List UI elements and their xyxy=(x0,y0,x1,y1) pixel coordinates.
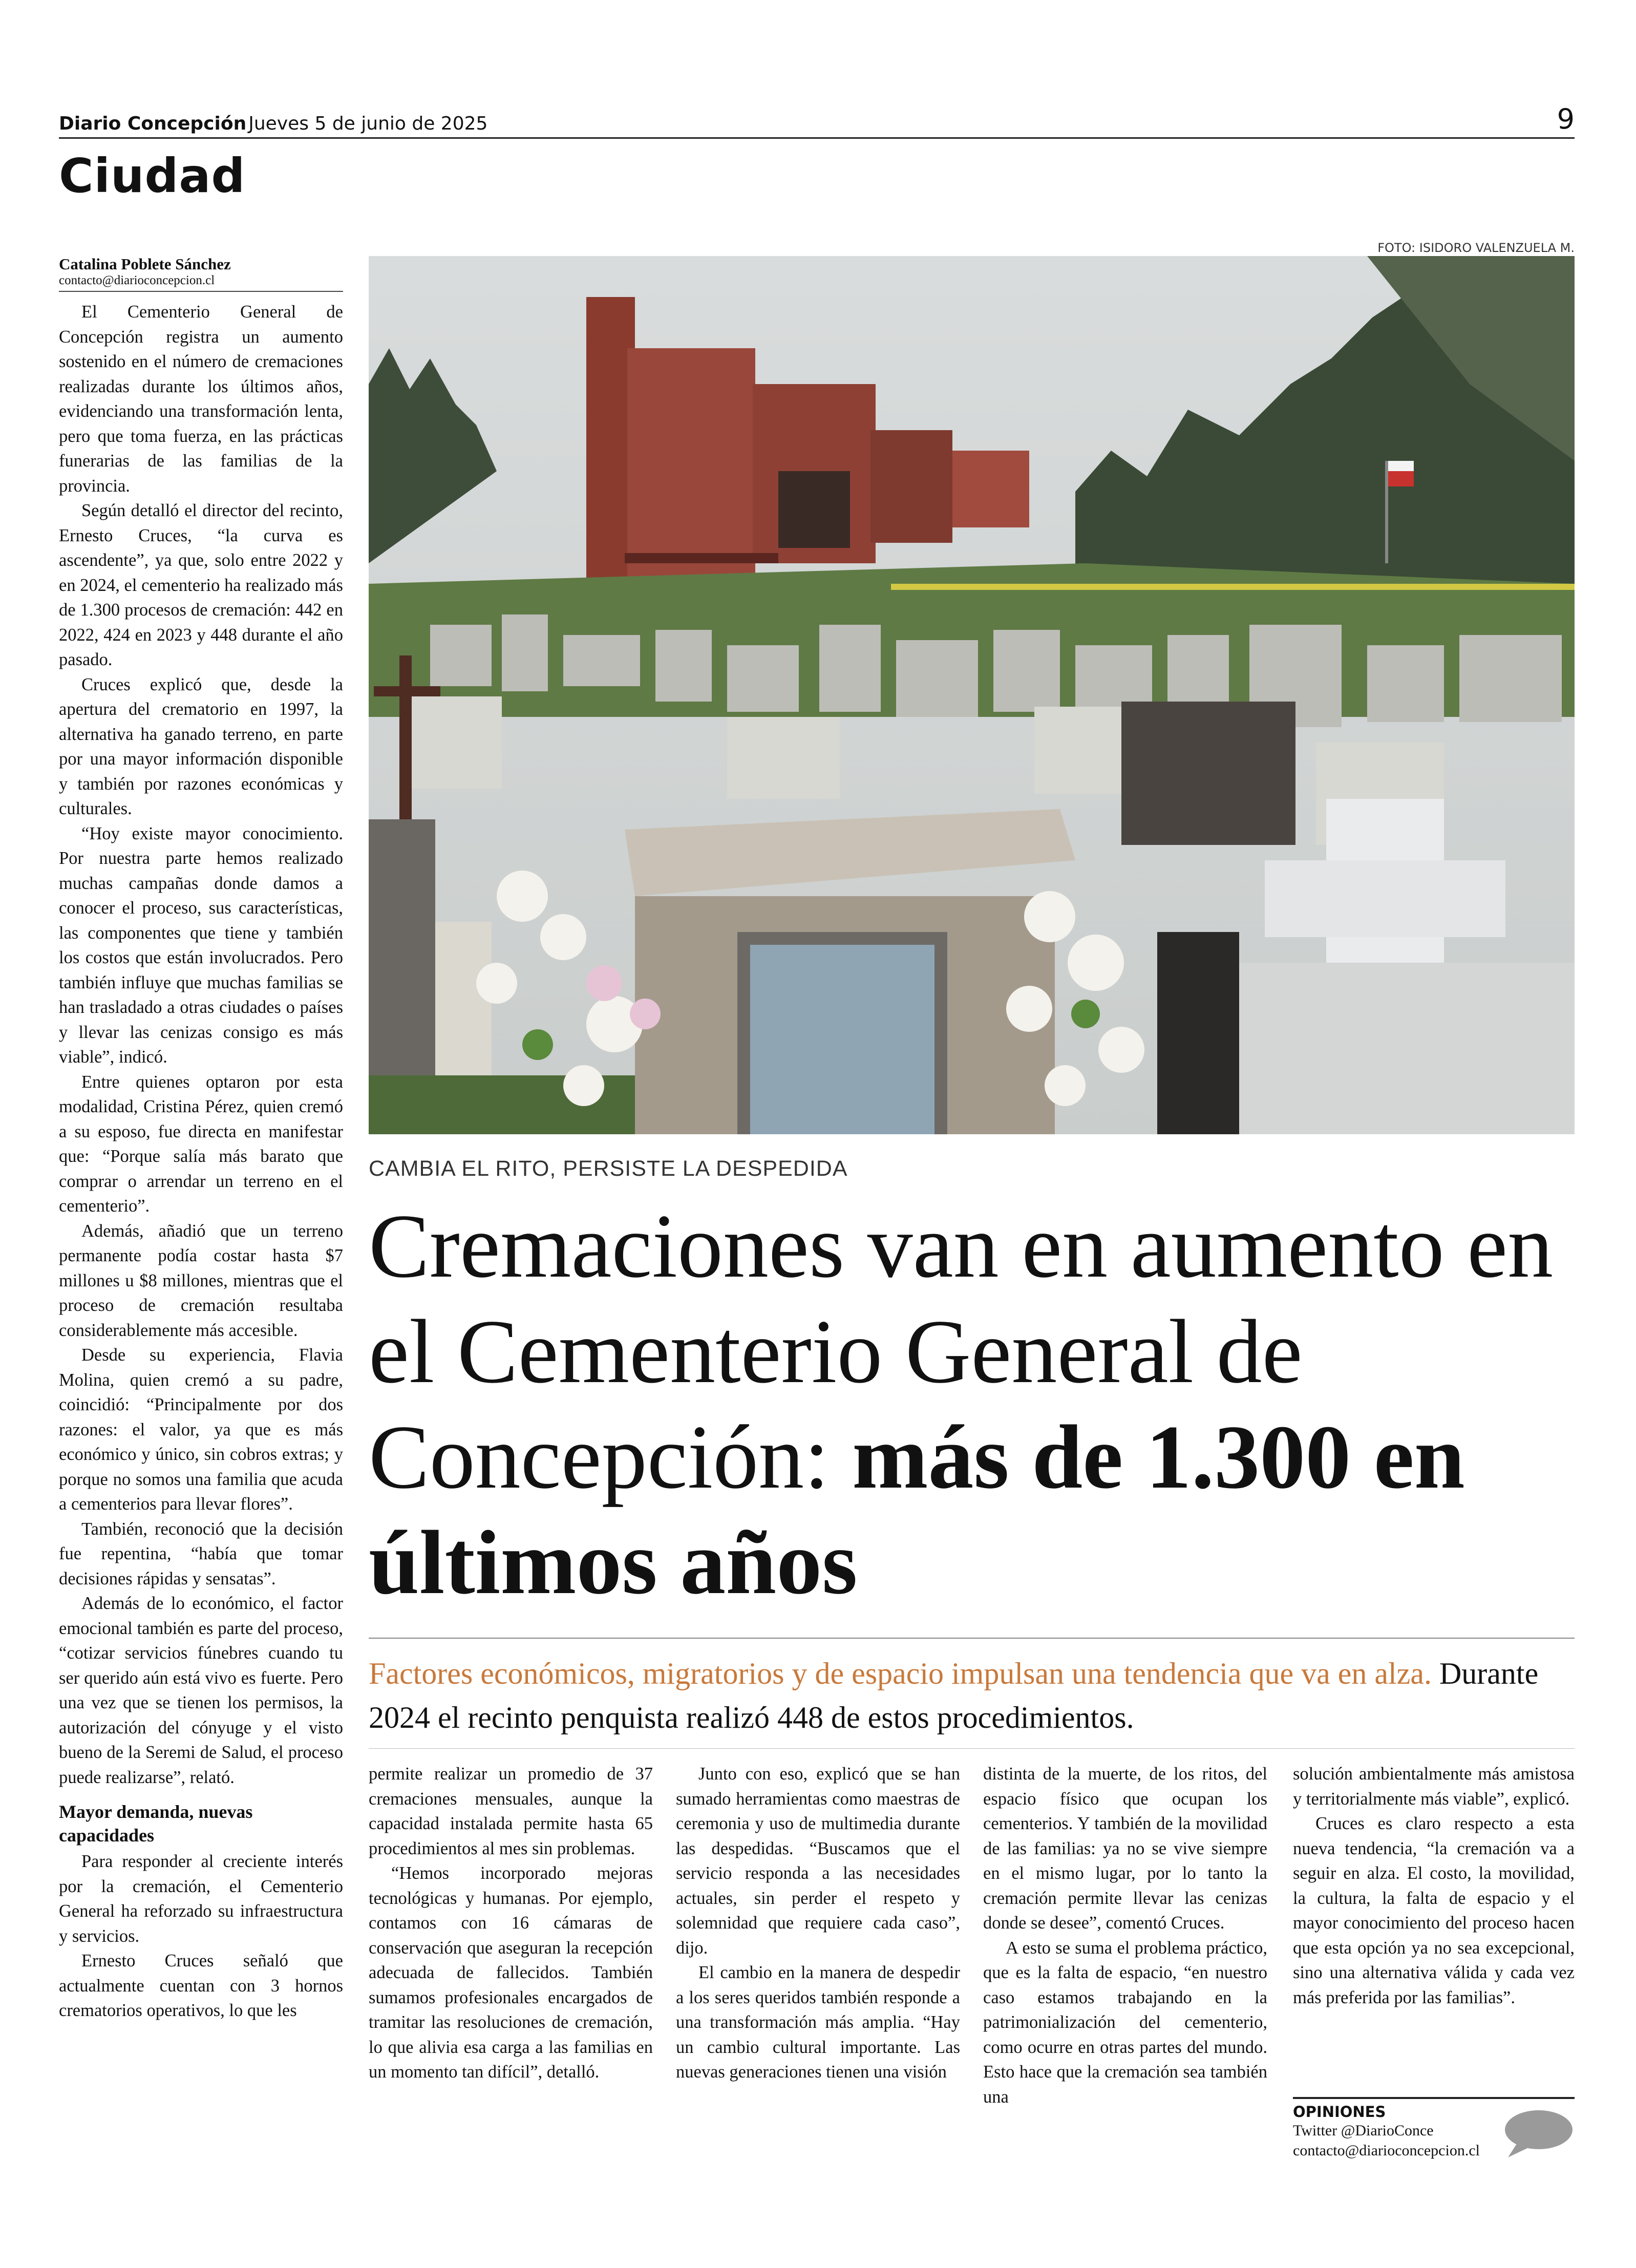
headline xyxy=(369,1193,1575,1615)
opinions-box xyxy=(1293,2097,1575,2160)
headline-regular: Cremaciones van en aumento en el Cementerio General de Concepción: xyxy=(369,1195,1554,1508)
divider xyxy=(369,1748,1575,1749)
cemetery-photo xyxy=(369,256,1575,1134)
paragraph: Junto con eso, explicó que se han sumado herramientas como maestras de ceremonia y uso de multimedia durante las despedidas. “Buscamos que el servicio responda a las necesidades actuales, sin perder el respeto y solemnidad que requiere cada caso”, dijo. xyxy=(676,1764,960,1958)
opinions-title: OPINIONES xyxy=(1293,2103,1386,2121)
paragraph: Desde su experiencia, Flavia Molina, quien cremó a su padre, coincidió: “Principalmente por dos razones: el valor, ya que es más económico y único, sin cobros extras; y porque no somos una familia que acuda a cementerios para llevar flores”. xyxy=(59,1345,343,1514)
page-number: 9 xyxy=(1557,103,1575,135)
publication-name: Diario Concepción xyxy=(59,113,247,134)
deck-highlight: Factores económicos, migratorios y de espacio impulsan una tendencia que va en alza. xyxy=(369,1657,1432,1690)
paragraph: El cambio en la manera de despedir a los seres queridos también responde a una transformación más amplia. “Hay un cambio cultural importante. Las nuevas generaciones tienen una visión xyxy=(676,1963,960,2082)
issue-date: Jueves 5 de junio de 2025 xyxy=(248,113,488,134)
cemetery-illustration xyxy=(369,256,1575,1134)
article-column-3 xyxy=(676,1762,960,2085)
subheading: Mayor demanda, nuevas capacidades xyxy=(59,1801,253,1846)
deck-rest: Durante 2024 el recinto penquista realizó 448 de estos procedimientos. xyxy=(369,1657,1539,1734)
section-title: Ciudad xyxy=(59,149,246,203)
paragraph: Además, añadió que un terreno permanente podía costar hasta $7 millones u $8 millones, mientras que el proceso de cremación resultaba considerablemente más accesible. xyxy=(59,1221,343,1340)
article-column-5 xyxy=(1293,1762,1575,2010)
paragraph: Entre quienes optaron por esta modalidad, Cristina Pérez, quien cremó a su esposo, fue directa en manifestar que: “Porque salía más barato que comprar o arrendar un terreno en el cementerio”. xyxy=(59,1072,343,1216)
masthead xyxy=(59,113,487,134)
paragraph: También, reconoció que la decisión fue repentina, “había que tomar decisiones rápidas y sensatas”. xyxy=(59,1519,343,1588)
speech-bubble-icon xyxy=(1503,2108,1575,2159)
author-name: Catalina Poblete Sánchez xyxy=(59,255,231,273)
paragraph: El Cementerio General de Concepción registra un aumento sostenido en el número de cremaciones realizadas durante los últimos años, evidenciando una transformación lenta, pero que toma fuerza, en las prácticas funerarias de las familias de la provincia. xyxy=(59,302,343,496)
paragraph: Cruces explicó que, desde la apertura del crematorio en 1997, la alternativa ha ganado terreno, en parte por una mayor información disponible y también por razones económicas y culturales. xyxy=(59,674,343,818)
article-column-2 xyxy=(369,1762,653,2085)
paragraph: distinta de la muerte, de los ritos, del espacio físico que ocupan los cementerios. Y también de la movilidad de las familias: ya no se vive siempre en el mismo lugar, por lo tanto la cremación permite llevar las cenizas donde se desee”, comentó Cruces. xyxy=(983,1764,1267,1933)
article-column-4 xyxy=(983,1762,1267,2109)
paragraph: Para responder al creciente interés por la cremación, el Cementerio General ha reforzado su infraestructura y servicios. xyxy=(59,1852,343,1946)
author-email: contacto@diarioconcepcion.cl xyxy=(59,273,215,287)
paragraph: Cruces es claro respecto a esta nueva tendencia, “la cremación va a seguir en alza. El costo, la movilidad, la cultura, la falta de espacio y el mayor conocimiento del proceso hacen que esta opción ya no sea excepcional, sino una alternativa válida y cada vez más preferida por las familias”. xyxy=(1293,1814,1575,2007)
divider xyxy=(369,1638,1575,1639)
opinions-twitter: Twitter @DiarioConce xyxy=(1293,2122,1434,2139)
paragraph: Según detalló el director del recinto, Ernesto Cruces, “la curva es ascendente”, ya que, solo entre 2022 y en 2024, el cementerio ha realizado más de 1.300 procesos de cremación: 442 en 2022, 424 en 2023 y 448 durante el año pasado. xyxy=(59,501,343,669)
photo-credit: FOTO: ISIDORO VALENZUELA M. xyxy=(1377,241,1575,255)
kicker: CAMBIA EL RITO, PERSISTE LA DESPEDIDA xyxy=(369,1156,848,1181)
paragraph: “Hoy existe mayor conocimiento. Por nuestra parte hemos realizado muchas campañas donde damos a conocer el proceso, sus características, las componentes que tiene y también los costos que están involucrados. Pero también influye que muchas familias se han trasladado a otras ciudades o países y llevar las cenizas consigo es más viable”, indicó. xyxy=(59,823,343,1067)
paragraph: solución ambientalmente más amistosa y territorialmente más viable”, explicó. xyxy=(1293,1764,1575,1809)
paragraph: A esto se suma el problema práctico, que es la falta de espacio, “en nuestro caso estamos trabajando en la patrimonialización del cementerio, como ocurre en otras partes del mundo. Esto hace que la cremación sea también una xyxy=(983,1938,1267,2107)
opinions-email: contacto@diarioconcepcion.cl xyxy=(1293,2142,1480,2159)
deck xyxy=(369,1651,1575,1740)
paragraph: Además de lo económico, el factor emocional también es parte del proceso, “cotizar servicios fúnebres cuando tu ser querido aún está vivo es fuerte. Pero una vez que se tienen los permisos, la autorización del cónyuge y el visto bueno de la Seremi de Salud, el proceso puede realizarse”, relató. xyxy=(59,1594,343,1787)
paragraph: “Hemos incorporado mejoras tecnológicas y humanas. Por ejemplo, contamos con 16 cámaras de conservación que aseguran la recepción adecuada de fallecidos. También sumamos profesionales encargados de tramitar las resoluciones de cremación, lo que alivia esa carga a las familias en un momento tan difícil”, detalló. xyxy=(369,1863,653,2082)
article-column-1 xyxy=(59,300,343,2023)
page-header xyxy=(59,102,1575,139)
paragraph: Ernesto Cruces señaló que actualmente cuentan con 3 hornos crematorios operativos, lo que les xyxy=(59,1951,343,2020)
paragraph: permite realizar un promedio de 37 cremaciones mensuales, aunque la capacidad instalada permite hasta 65 procedimientos al mes sin problemas. xyxy=(369,1764,653,1858)
byline xyxy=(59,255,343,292)
headline-bold: más de 1.300 en últimos años xyxy=(369,1406,1465,1613)
